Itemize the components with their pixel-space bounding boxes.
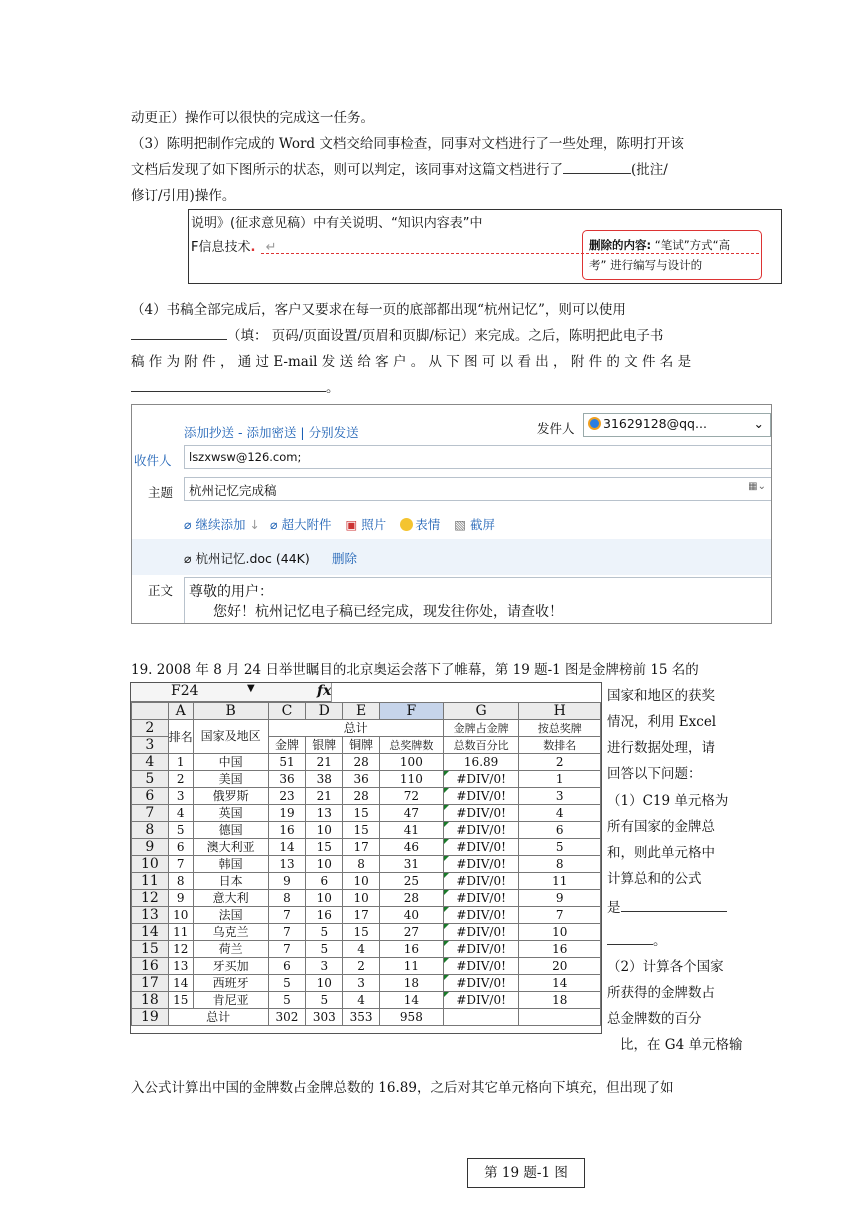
row-header[interactable]: 9: [132, 839, 169, 856]
cell[interactable]: 5: [306, 941, 343, 958]
total-label-cell[interactable]: 总计: [168, 1009, 268, 1026]
cell[interactable]: 西班牙: [193, 975, 268, 992]
cell[interactable]: 6: [519, 822, 601, 839]
cell[interactable]: 俄罗斯: [193, 788, 268, 805]
cell[interactable]: 11: [519, 873, 601, 890]
cell[interactable]: #DIV/0!: [443, 771, 519, 788]
header-cell[interactable]: 金牌占金牌: [443, 720, 519, 737]
chevron-down-icon[interactable]: ⌄: [753, 416, 764, 431]
cell[interactable]: 6: [306, 873, 343, 890]
header-cell[interactable]: 总计: [268, 720, 443, 737]
cell[interactable]: #DIV/0!: [443, 992, 519, 1009]
text-line: （4）书稿全部完成后，客户又要求在每一页的底部都出现“杭州记忆”，则可以使用: [131, 302, 626, 318]
cell[interactable]: 1: [519, 771, 601, 788]
large-attachment-button[interactable]: ⌀ 超大附件: [269, 517, 332, 532]
side-text-line: 所获得的金牌数占: [607, 985, 715, 1001]
text-line: [131, 376, 340, 396]
cell[interactable]: 9: [519, 890, 601, 907]
body-field[interactable]: 尊敬的用户： 您好！杭州记忆电子稿已经完成，现发往你处，请查收！: [184, 577, 772, 624]
cell[interactable]: 9: [268, 873, 306, 890]
revision-balloon: [582, 230, 762, 280]
cell[interactable]: 51: [268, 754, 306, 771]
text-line: 修订/引用)操作。: [131, 188, 236, 204]
text-line: [131, 158, 668, 178]
cell[interactable]: 澳大利亚: [193, 839, 268, 856]
cell[interactable]: 7: [168, 856, 193, 873]
row-header[interactable]: 10: [132, 856, 169, 873]
revision-screenshot: [188, 209, 782, 284]
cell[interactable]: 10: [343, 890, 380, 907]
subject-field[interactable]: 杭州记忆完成稿 ▦⌄: [184, 477, 772, 501]
cell[interactable]: #DIV/0!: [443, 924, 519, 941]
cell[interactable]: 23: [268, 788, 306, 805]
row-header[interactable]: 14: [132, 924, 169, 941]
cell[interactable]: 荷兰: [193, 941, 268, 958]
cell[interactable]: 7: [268, 941, 306, 958]
cell[interactable]: 31: [380, 856, 444, 873]
revision-text: F信息技术: [191, 240, 251, 255]
cell[interactable]: 韩国: [193, 856, 268, 873]
cc-bcc-links[interactable]: 添加抄送 - 添加密送 | 分别发送: [184, 425, 359, 440]
cell[interactable]: 3: [168, 788, 193, 805]
cell[interactable]: 8: [268, 890, 306, 907]
row-header[interactable]: 13: [132, 907, 169, 924]
cell[interactable]: 18: [380, 975, 444, 992]
cell[interactable]: 英国: [193, 805, 268, 822]
cell[interactable]: 302: [268, 1009, 306, 1026]
body-label: 正文: [148, 583, 174, 598]
name-box[interactable]: F24: [171, 683, 199, 699]
cell[interactable]: 46: [380, 839, 444, 856]
cell[interactable]: 303: [306, 1009, 343, 1026]
side-text-line: 。: [653, 933, 667, 949]
cell[interactable]: 5: [168, 822, 193, 839]
cell[interactable]: 18: [519, 992, 601, 1009]
cell[interactable]: 中国: [193, 754, 268, 771]
cell[interactable]: 20: [519, 958, 601, 975]
cell[interactable]: 2: [519, 754, 601, 771]
cell[interactable]: 牙买加: [193, 958, 268, 975]
header-cell[interactable]: 总数百分比: [443, 737, 519, 754]
cell[interactable]: 16: [519, 941, 601, 958]
cell[interactable]: 15: [306, 839, 343, 856]
cell[interactable]: 25: [380, 873, 444, 890]
cell[interactable]: 5: [268, 992, 306, 1009]
cell[interactable]: 7: [268, 924, 306, 941]
cell[interactable]: 9: [168, 890, 193, 907]
cell[interactable]: 7: [519, 907, 601, 924]
cell[interactable]: 11: [380, 958, 444, 975]
cell[interactable]: #DIV/0!: [443, 805, 519, 822]
side-text-line: 计算总和的公式: [607, 871, 702, 887]
side-text-line: 所有国家的金牌总: [607, 819, 715, 835]
cell[interactable]: 16: [380, 941, 444, 958]
cell[interactable]: #DIV/0!: [443, 975, 519, 992]
cell[interactable]: 11: [168, 924, 193, 941]
sender-value: 31629128@qq...: [603, 416, 707, 431]
side-text-line: （2）计算各个国家: [607, 959, 724, 975]
cell[interactable]: 21: [306, 754, 343, 771]
cell[interactable]: 4: [519, 805, 601, 822]
cell[interactable]: 法国: [193, 907, 268, 924]
cell[interactable]: 41: [380, 822, 444, 839]
column-header[interactable]: B: [193, 703, 268, 720]
sender-label: 发件人: [537, 421, 575, 436]
cell[interactable]: 110: [380, 771, 444, 788]
cell[interactable]: 17: [343, 907, 380, 924]
cell[interactable]: 16: [268, 822, 306, 839]
row-header[interactable]: 17: [132, 975, 169, 992]
cell[interactable]: 10: [306, 975, 343, 992]
side-text-line: 进行数据处理，请: [607, 740, 715, 756]
balloon-head: 删除的内容:: [589, 238, 652, 252]
text-line: 19. 2008 年 8 月 24 日举世瞩目的北京奥运会落下了帷幕，第 19 题-1 图是金牌榜前 15 名的: [131, 662, 699, 678]
text-segment: （填： 页码/页面设置/页眉和页脚/标记）来完成。之后，陈明把此电子书: [227, 328, 664, 344]
cell[interactable]: [443, 1009, 519, 1026]
photo-button[interactable]: ▣ 照片: [345, 517, 387, 532]
cell[interactable]: 3: [306, 958, 343, 975]
side-text-line: （1）C19 单元格为: [607, 793, 729, 809]
column-header[interactable]: G: [443, 703, 519, 720]
spreadsheet-grid: [131, 702, 601, 1026]
add-attachment-button[interactable]: ⌀ 继续添加: [184, 517, 246, 532]
caret-down-icon[interactable]: ▼: [247, 683, 255, 694]
row-header[interactable]: 5: [132, 771, 169, 788]
cell[interactable]: 5: [306, 992, 343, 1009]
cell[interactable]: 16: [306, 907, 343, 924]
row-header[interactable]: 4: [132, 754, 169, 771]
side-text-line: 是: [607, 900, 621, 916]
attachment-toolbar: ⌀ 继续添加 ↓ ⌀ 超大附件 ▣ 照片 表情 ▧ 截屏: [184, 517, 496, 532]
row-header[interactable]: 15: [132, 941, 169, 958]
answer-blank: [607, 931, 653, 945]
header-cell[interactable]: 数排名: [519, 737, 601, 754]
excel-screenshot: [130, 682, 602, 1034]
cell[interactable]: 2: [343, 958, 380, 975]
column-header[interactable]: A: [168, 703, 193, 720]
row-header[interactable]: 2: [132, 720, 169, 737]
cell[interactable]: 28: [343, 788, 380, 805]
cell[interactable]: 7: [268, 907, 306, 924]
cell[interactable]: 10: [306, 856, 343, 873]
delete-attachment-button[interactable]: 删除: [332, 551, 358, 566]
cell[interactable]: 6: [268, 958, 306, 975]
cell[interactable]: 8: [168, 873, 193, 890]
formula-bar: [131, 683, 601, 702]
figure-caption: 第 19 题-1 图: [467, 1158, 585, 1188]
cell[interactable]: 19: [268, 805, 306, 822]
cell[interactable]: 958: [380, 1009, 444, 1026]
text-line: 入公式计算出中国的金牌数占金牌总数的 16.89，之后对其它单元格向下填充，但出现了如: [131, 1080, 674, 1096]
answer-blank: [621, 898, 727, 912]
cell[interactable]: 28: [343, 754, 380, 771]
revision-text-line2: F信息技术. ↵: [191, 240, 277, 255]
cell[interactable]: 353: [343, 1009, 380, 1026]
cell[interactable]: 10: [519, 924, 601, 941]
column-header[interactable]: C: [268, 703, 306, 720]
header-cell[interactable]: 总奖牌数: [380, 737, 444, 754]
cell[interactable]: 14: [168, 975, 193, 992]
sender-select[interactable]: [583, 413, 771, 437]
row-header[interactable]: 3: [132, 737, 169, 754]
cell[interactable]: 5: [519, 839, 601, 856]
attachment-row: [132, 539, 772, 575]
grid-menu-icon[interactable]: ▦⌄: [748, 481, 766, 492]
cell[interactable]: 28: [380, 890, 444, 907]
row-header[interactable]: 12: [132, 890, 169, 907]
side-text-line: 国家和地区的获奖: [607, 688, 715, 704]
cell[interactable]: 14: [268, 839, 306, 856]
text-line: （3）陈明把制作完成的 Word 文档交给同事检查，同事对文档进行了一些处理，陈明打开该: [131, 136, 684, 152]
cell[interactable]: 12: [168, 941, 193, 958]
row-header[interactable]: 16: [132, 958, 169, 975]
cell[interactable]: 3: [343, 975, 380, 992]
cell[interactable]: 36: [343, 771, 380, 788]
cell[interactable]: 27: [380, 924, 444, 941]
cell[interactable]: #DIV/0!: [443, 907, 519, 924]
subject-label: 主题: [148, 485, 174, 500]
cell[interactable]: #DIV/0!: [443, 890, 519, 907]
cell[interactable]: #DIV/0!: [443, 958, 519, 975]
cell[interactable]: 10: [306, 822, 343, 839]
cell[interactable]: 8: [343, 856, 380, 873]
header-cell[interactable]: 按总奖牌: [519, 720, 601, 737]
cell[interactable]: 15: [343, 822, 380, 839]
cell[interactable]: 2: [168, 771, 193, 788]
screenshot-button[interactable]: ▧ 截屏: [454, 517, 496, 532]
cell[interactable]: 4: [168, 805, 193, 822]
side-text-line: 比，在 G4 单元格输: [620, 1037, 743, 1053]
cell[interactable]: 1: [168, 754, 193, 771]
cell[interactable]: 14: [519, 975, 601, 992]
fx-icon[interactable]: fx: [317, 683, 332, 699]
cell[interactable]: #DIV/0!: [443, 941, 519, 958]
text-line: 稿 作 为 附 件 ， 通 过 E-mail 发 送 给 客 户 。 从 下 图 可 以 看 出 ， 附 件 的 文 件 名 是: [131, 354, 692, 370]
side-text-line: 回答以下问题：: [607, 766, 702, 782]
cell[interactable]: 13: [168, 958, 193, 975]
header-cell[interactable]: 排名: [168, 720, 193, 754]
row-header[interactable]: 7: [132, 805, 169, 822]
cell[interactable]: 36: [268, 771, 306, 788]
column-header[interactable]: E: [343, 703, 380, 720]
cell[interactable]: 4: [343, 941, 380, 958]
cell[interactable]: 意大利: [193, 890, 268, 907]
qq-mail-icon: [588, 417, 601, 430]
email-compose-screenshot: [131, 404, 772, 624]
cell[interactable]: 13: [306, 805, 343, 822]
cell[interactable]: 5: [268, 975, 306, 992]
text-line: 动更正）操作可以很快的完成这一任务。: [131, 110, 374, 126]
answer-blank: [563, 160, 631, 174]
cell[interactable]: 16.89: [443, 754, 519, 771]
text-segment: 文档后发现了如下图所示的状态，则可以判定，该同事对这篇文档进行了: [131, 162, 563, 178]
cell[interactable]: 15: [343, 924, 380, 941]
cell[interactable]: [519, 1009, 601, 1026]
column-header[interactable]: H: [519, 703, 601, 720]
attachment-item[interactable]: ⌀ 杭州记忆.doc (44K): [184, 551, 310, 566]
cell[interactable]: 14: [380, 992, 444, 1009]
cell[interactable]: 美国: [193, 771, 268, 788]
cell[interactable]: 8: [519, 856, 601, 873]
cell[interactable]: 6: [168, 839, 193, 856]
paragraph-mark-icon: ↵: [265, 240, 277, 255]
side-text-line: 情况，利用 Excel: [607, 714, 717, 730]
cell[interactable]: 72: [380, 788, 444, 805]
column-header[interactable]: D: [306, 703, 343, 720]
cell[interactable]: #DIV/0!: [443, 839, 519, 856]
balloon-text: “笔试”方式“高: [651, 238, 731, 252]
row-header[interactable]: 8: [132, 822, 169, 839]
header-cell[interactable]: 国家及地区: [193, 720, 268, 754]
cell[interactable]: 40: [380, 907, 444, 924]
text-segment: (批注/: [631, 162, 668, 178]
smiley-icon: [400, 518, 413, 531]
cell[interactable]: 47: [380, 805, 444, 822]
header-cell[interactable]: 金牌: [268, 737, 306, 754]
balloon-text: 考” 进行编写与设计的: [589, 258, 703, 272]
side-text-line: 总金牌数的百分: [607, 1011, 702, 1027]
cell[interactable]: 4: [343, 992, 380, 1009]
cell[interactable]: 100: [380, 754, 444, 771]
cell[interactable]: #DIV/0!: [443, 788, 519, 805]
row-header[interactable]: 19: [132, 1009, 169, 1026]
cell[interactable]: 乌克兰: [193, 924, 268, 941]
cell[interactable]: #DIV/0!: [443, 856, 519, 873]
cell[interactable]: #DIV/0!: [443, 822, 519, 839]
header-cell[interactable]: 铜牌: [343, 737, 380, 754]
text-line: [131, 324, 663, 344]
cell[interactable]: 15: [343, 805, 380, 822]
row-header[interactable]: 6: [132, 788, 169, 805]
cell[interactable]: 21: [306, 788, 343, 805]
cell[interactable]: 5: [306, 924, 343, 941]
column-header[interactable]: F: [380, 703, 444, 720]
cell[interactable]: 德国: [193, 822, 268, 839]
text-segment: 。: [326, 380, 340, 396]
cell[interactable]: 3: [519, 788, 601, 805]
answer-blank: [131, 326, 227, 340]
revision-text-line1: 说明》(征求意见稿）中有关说明、“知识内容表”中: [191, 216, 483, 231]
cell[interactable]: 38: [306, 771, 343, 788]
cell[interactable]: 10: [343, 873, 380, 890]
row-header[interactable]: 18: [132, 992, 169, 1009]
cell[interactable]: #DIV/0!: [443, 873, 519, 890]
cell[interactable]: 17: [343, 839, 380, 856]
to-label[interactable]: 收件人: [134, 453, 172, 468]
cell[interactable]: 日本: [193, 873, 268, 890]
to-field[interactable]: lszxwsw@126.com;: [184, 445, 772, 469]
cell[interactable]: 10: [168, 907, 193, 924]
answer-blank: [131, 378, 326, 392]
cell[interactable]: 15: [168, 992, 193, 1009]
side-text-line: 和，则此单元格中: [607, 845, 715, 861]
emoji-button[interactable]: 表情: [400, 517, 440, 532]
cell[interactable]: 13: [268, 856, 306, 873]
row-header[interactable]: 11: [132, 873, 169, 890]
cell[interactable]: 10: [306, 890, 343, 907]
cell[interactable]: 肯尼亚: [193, 992, 268, 1009]
header-cell[interactable]: 银牌: [306, 737, 343, 754]
